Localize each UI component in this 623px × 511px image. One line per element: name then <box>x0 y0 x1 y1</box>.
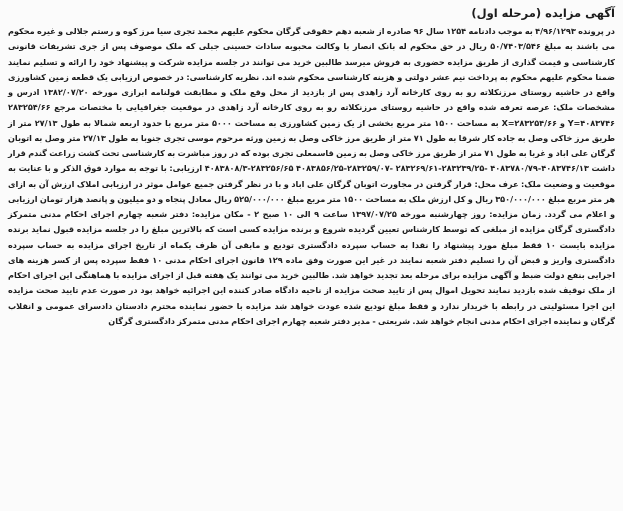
notice-title: آگهی مزایده (مرحله اول) <box>471 6 615 20</box>
notice-body: در پرونده ۴/۹۶/۱۲۹۳ به موجب دادنامه ۱۲۵۴ سال ۹۶ صادره از شعبه دهم حقوقی گرگان محکوم علیهم محمد تجری سیا مرز کوه و رستم جلالی و غیره محکوم می باشند به مبلغ ۵۰/۷۴۰۳/۵۴۶ ریال در حق محکوم له بانک انصار با وکالت محبوبه سادات حسینی جبلی که ملک موصوف پس از جری تشریفات قانونی کارشناسی و قیمت گذاری از طریق مزایده حضوری به فروش میرسد طالبین خرید می توانند در جلسه مزایده شرکت و پیشنهاد خود را ارائه و تسلیم نمایند ضمنا محکوم علیهم محکوم به پرداخت نیم عشر دولتی و هزینه کارشناسی محکوم شده اند. نظریه کارشناسی: در خصوص ارزیابی یک قطعه زمین کشاورزی واقع در حاشیه روستای مرزنکلاته رو به روی کارخانه آرد زاهدی پس از بازدید از محل وقع ملک و مطابقت قولنامه ابرازی مورخه ۱۳۸۲/۰۷/۲۰ ادرس و مشخصات ملک: عرصه تعرفه شده واقع در حاشیه روستای مرزنکلاته رو به روی کارخانه آرد زاهدی در موقعیت جغرافیایی با مختصات مرجع ۲۸۳۲۵۴/۶۶ ۴۰۸۳۷۴۶=Y و X=۲۸۳۲۵۴/۶۶ به مساحت ۱۵۰۰ متر مربع بخشی از یک زمین کشاورزی به مساحت ۵۰۰۰ متر مربع با حدود اربعه شمالا به طول ۲۷/۱۳ متر از طریق مرز خاکی وصل به جاده کار شرقا به طول ۷۱ متر از طریق مرز خاکی وصل به زمین ورثه مرحوم موسی تجری جنوبا به طول ۲۷/۱۳ متر وصل به اتوبان گرگان علی اباد و غربا به طول ۷۱ متر از طریق مرز خاکی وصل به زمین قاسمعلی تجری بوده که در روز مباشرت به کارشناسی تحت کشت زراعت گندم قرار داشت ۴۰۸۳۷۴۶/۱۳-۴۰۸۳۷۸۰/۷۹ -۲۸۳۲۳۹/۲۵-۲۸۳۲۶۹/۶۱ -۲۸۳۲۵۹/۰۷-۴۰۸۳۸۵۶/۲۵ ۲۸۳۲۵۶/۶۵-۴۰۸۳۸۰۸/۳ ارزیابی: با توجه به موارد فوق الذکر و با عنایت به موقعیت و وضعیت ملک: عرف محل: قرار گرفتن در مجاورت اتوبان گرگان علی اباد و با در نظر گرفتن جمیع عوامل موثر در ارزیابی املاک ارزش آن به ازای هر متر مربع مبلغ ۳۵۰/۰۰۰/۰۰۰ ریال و کل ارزش ملک به مساحت ۱۵۰۰ متر مربع مبلغ ۵۲۵/۰۰۰/۰۰۰ ریال معادل پنجاه و دو میلیون و پانصد هزار تومان ارزیابی و اعلام می گردد. زمان مزایده: روز چهارشنبه مورخه ۱۳۹۷/۰۷/۲۵ ساعت ۹ الی ۱۰ صبح ۲ - مکان مزایده: دفتر شعبه چهارم اجرای احکام مدنی متمرکز دادگستری گرگان مزایده از مبلغی که توسط کارشناس تعیین گردیده شروع و برنده مزایده کسی است که بالاترین مبلغ را در جلسه مزایده قبول نماید برنده مزایده بایست ۱۰ فقط مبلغ مورد پیشنهاد را نقدا به حساب سپرده دادگستری تودیع و مابقی آن ظرف یکماه از تاریخ اجرای مزایده به حساب سپرده دادگستری واریز و قبض آن را تسلیم دفتر شعبه نمایند در غیر این صورت وفق ماده ۱۲۹ قانون اجرای احکام مدنی ۱۰ فقط سپرده پس از کسر هزینه های اجرایی بنفع دولت ضبط و آگهی مزایده برای مرحله بعد تجدید خواهد شد. طالبین خرید می توانند یک هفته قبل از اجرای مزایده با هماهنگی این اجرای احکام از ملک توقیف شده بازدید نمایند تحویل اموال پس از تایید صحت مزایده از ناحیه دادگاه صادر کننده این اجرائیه خواهد بود در صورت عدم تایید صحت مزایده این اجرا مسئولیتی در رابطه با خریدار ندارد و فقط مبلغ تودیع شده عودت خواهد شد مزایده با حضور نماینده محترم دادستان دادسرای عمومی و انقلاب گرگان و نماینده اجرای احکام مدنی انجام خواهد شد. شریعتی - مدیر دفتر شعبه چهارم اجرای احکام مدنی متمرکز دادگستری گرگان <box>8 26 616 326</box>
